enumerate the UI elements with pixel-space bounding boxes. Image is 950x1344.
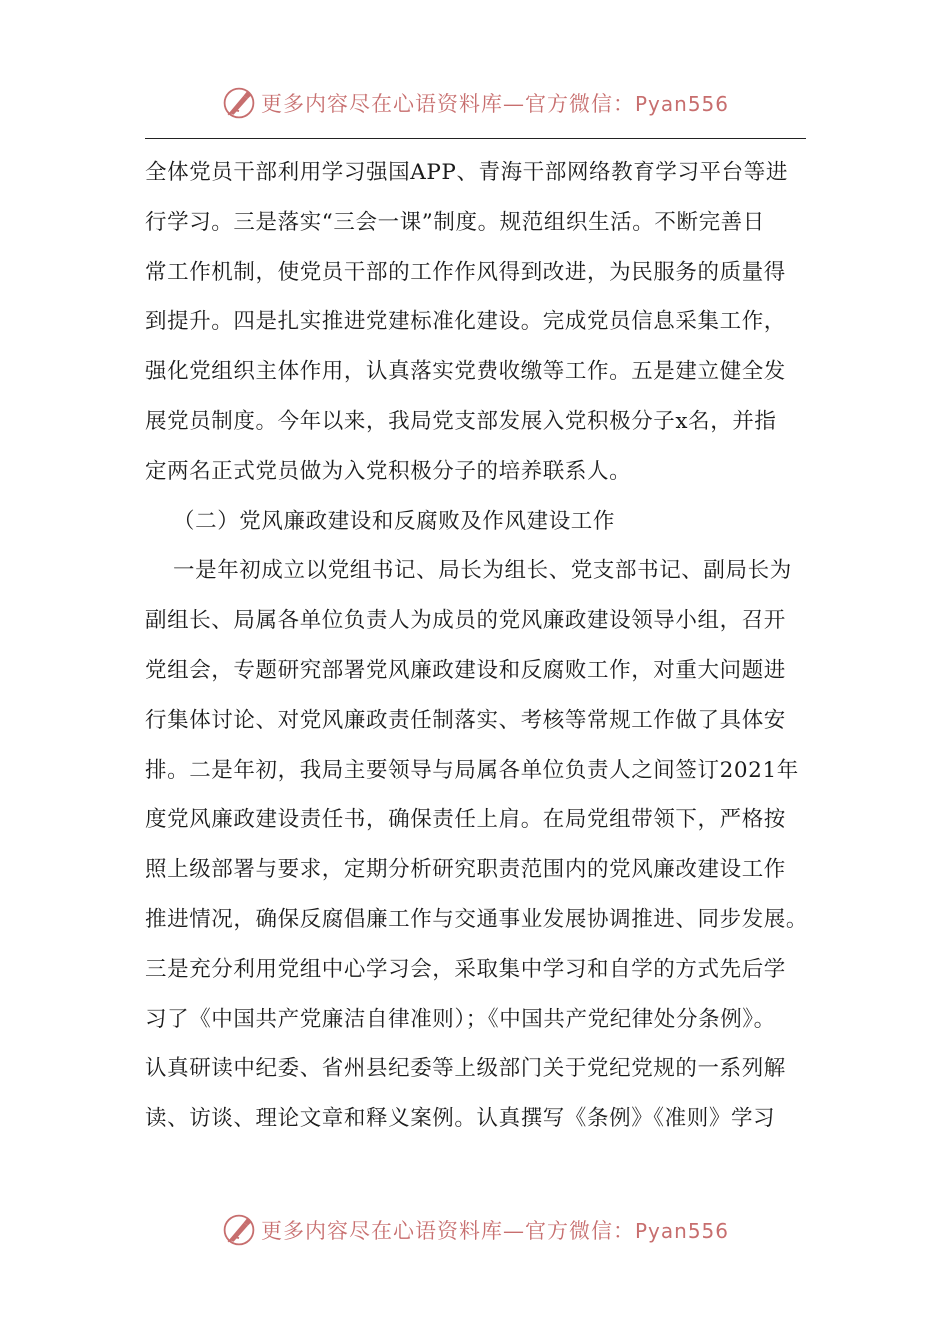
body-line: 推进情况，确保反腐倡廉工作与交通事业发展协调推进、同步发展。 <box>145 906 809 932</box>
body-line: 行集体讨论、对党风廉政责任制落实、考核等常规工作做了具体安 <box>145 707 786 733</box>
pen-nib-logo-icon <box>221 1212 257 1248</box>
header-banner <box>0 83 950 123</box>
body-line: 党组会，专题研究部署党风廉政建设和反腐败工作，对重大问题进 <box>145 657 786 683</box>
body-line: 到提升。四是扎实推进党建标准化建设。完成党员信息采集工作， <box>145 309 786 335</box>
section-heading: （二）党风廉政建设和反腐败及作风建设工作 <box>173 508 616 534</box>
body-line: 习了《中国共产党廉洁自律准则）；《中国共产党纪律处分条例》。 <box>145 1006 776 1032</box>
body-line: 读、访谈、理论文章和释义案例。认真撰写《条例》《准则》学习 <box>145 1106 776 1132</box>
body-line: 行学习。三是落实“三会一课”制度。规范组织生活。不断完善日 <box>145 209 765 235</box>
body-line: 副组长、局属各单位负责人为成员的党风廉政建设领导小组，召开 <box>145 608 786 634</box>
body-line: 一是年初成立以党组书记、局长为组长、党支部书记、副局长为 <box>173 558 792 584</box>
body-line: 强化党组织主体作用，认真落实党费收缴等工作。五是建立健全发 <box>145 359 786 385</box>
footer-wechat-id: Pyan556 <box>634 1219 729 1243</box>
footer-banner-text: 更多内容尽在心语资料库—官方微信：Pyan556 <box>260 1219 729 1243</box>
body-line: 照上级部署与要求，定期分析研究职责范围内的党风廉改建设工作 <box>145 857 786 883</box>
body-line: 常工作机制，使党员干部的工作作风得到改进，为民服务的质量得 <box>145 259 786 285</box>
header-wechat-id: Pyan556 <box>634 92 729 116</box>
body-line: 全体党员干部利用学习强国APP、青海干部网络教育学习平台等进 <box>145 160 788 185</box>
body-line: 展党员制度。今年以来，我局党支部发展入党积极分子x名，并指 <box>145 408 777 434</box>
header-divider <box>145 138 806 139</box>
footer-banner <box>0 1210 950 1250</box>
body-line: 认真研读中纪委、省州县纪委等上级部门关于党纪党规的一系列解 <box>145 1056 786 1082</box>
body-line: 定两名正式党员做为入党积极分子的培养联系人。 <box>145 458 632 484</box>
pen-nib-logo-icon <box>221 85 257 121</box>
header-banner-text: 更多内容尽在心语资料库—官方微信：Pyan556 <box>260 92 729 116</box>
body-line: 排。二是年初，我局主要领导与局属各单位负责人之间签订2021年 <box>145 757 799 783</box>
body-line: 三是充分利用党组中心学习会，采取集中学习和自学的方式先后学 <box>145 956 786 982</box>
document-body <box>145 148 810 1144</box>
body-line: 度党风廉政建设责任书，确保责任上肩。在局党组带领下，严格按 <box>145 807 786 833</box>
